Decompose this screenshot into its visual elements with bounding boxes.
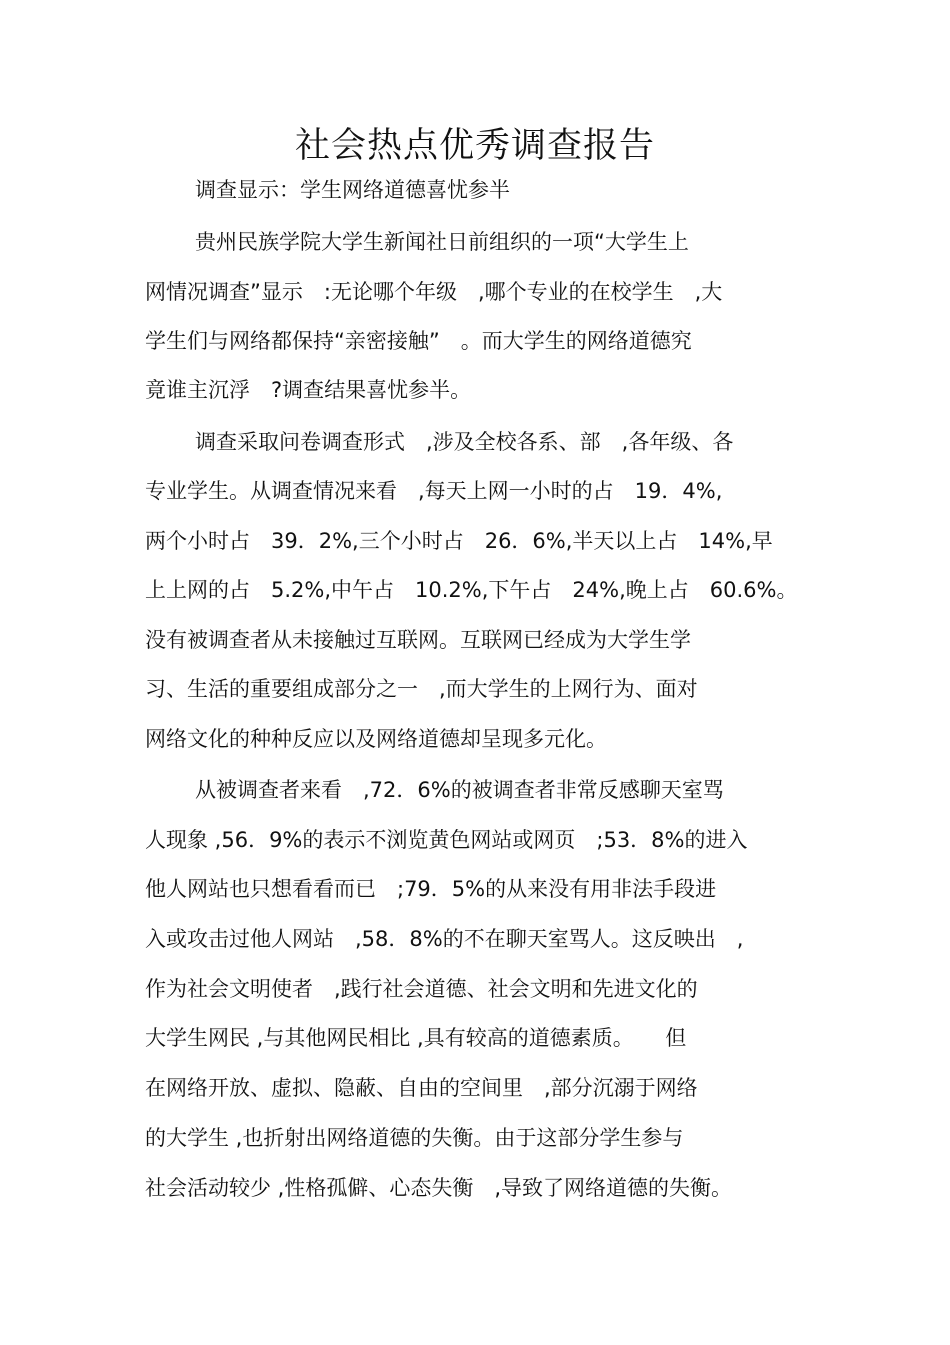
text-line: 上上网的占 5.2%,中午占 10.2%,下午占 24%,晚上占 60.6%。	[145, 578, 798, 602]
text-line: 社会活动较少 ,性格孤僻、心态失衡 ,导致了网络道德的失衡。	[145, 1176, 733, 1200]
text-line: 习、生活的重要组成部分之一 ,而大学生的上网行为、面对	[145, 677, 698, 701]
text-line: 的大学生 ,也折射出网络道德的失衡。由于这部分学生参与	[145, 1126, 684, 1150]
text-line: 没有被调查者从未接触过互联网。互联网已经成为大学生学	[145, 628, 691, 652]
text-line: 作为社会文明使者 ,践行社会道德、社会文明和先进文化的	[145, 977, 698, 1001]
text-line: 调查采取问卷调查形式 ,涉及全校各系、部 ,各年级、各	[195, 430, 734, 454]
subtitle-line: 调查显示：学生网络道德喜忧参半	[195, 178, 510, 202]
text-line: 从被调查者来看 ,72．6%的被调查者非常反感聊天室骂	[195, 778, 724, 802]
text-line: 大学生网民 ,与其他网民相比 ,具有较高的道德素质。 但	[145, 1026, 687, 1050]
text-line: 贵州民族学院大学生新闻社日前组织的一项“大学生上	[195, 230, 689, 254]
text-line: 他人网站也只想看看而已 ;79．5%的从来没有用非法手段进	[145, 877, 717, 901]
text-line: 在网络开放、虚拟、隐蔽、自由的空间里 ,部分沉溺于网络	[145, 1076, 698, 1100]
text-line: 人现象 ,56．9%的表示不浏览黄色网站或网页 ;53．8%的进入	[145, 828, 748, 852]
text-line: 网络文化的种种反应以及网络道德却呈现多元化。	[145, 727, 607, 751]
text-line: 竟谁主沉浮 ?调查结果喜忧参半。	[145, 378, 472, 402]
text-line: 入或攻击过他人网站 ,58．8%的不在聊天室骂人。这反映出 ,	[145, 927, 744, 951]
text-line: 专业学生。从调查情况来看 ,每天上网一小时的占 19．4%,	[145, 479, 723, 503]
document-title: 社会热点优秀调查报告	[294, 126, 655, 166]
text-line: 学生们与网络都保持“亲密接触” 。而大学生的网络道德究	[145, 329, 692, 353]
text-line: 两个小时占 39．2%,三个小时占 26．6%,半天以上占 14%,早	[145, 529, 773, 553]
text-line: 网情况调查”显示 :无论哪个年级 ,哪个专业的在校学生 ,大	[145, 280, 723, 304]
